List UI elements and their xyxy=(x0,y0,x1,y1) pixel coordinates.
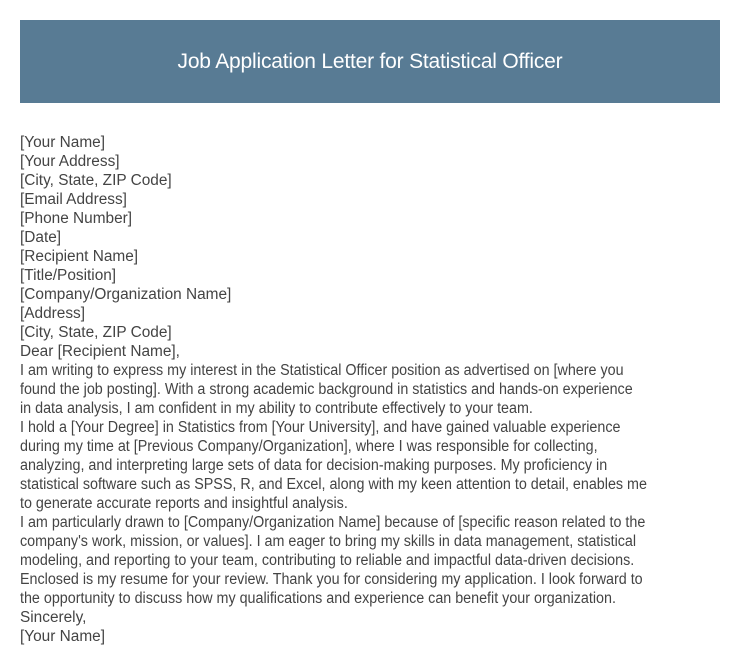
paragraph-experience xyxy=(20,418,730,513)
signature: [Your Name] xyxy=(20,628,105,645)
recipient-company: [Company/Organization Name] xyxy=(20,286,232,303)
paragraph-line: to generate accurate reports and insightful analysis. xyxy=(20,495,348,512)
paragraph-motivation xyxy=(20,513,730,570)
page-title: Job Application Letter for Statistical Officer xyxy=(177,49,563,73)
letter-body xyxy=(20,133,730,646)
paragraph-line: I am particularly drawn to [Company/Organization Name] because of [specific reason related to the xyxy=(20,514,646,531)
paragraph-line: the opportunity to discuss how my qualifications and experience can benefit your organization. xyxy=(20,590,616,607)
paragraph-line: I hold a [Your Degree] in Statistics from [Your University], and have gained valuable experience xyxy=(20,419,621,436)
paragraph-line: modeling, and reporting to your team, contributing to reliable and impactful data-driven decisions. xyxy=(20,552,635,569)
letter-title-banner xyxy=(20,20,720,103)
paragraph-line: company's work, mission, or values]. I am eager to bring my skills in data management, statistical xyxy=(20,533,637,550)
sender-email: [Email Address] xyxy=(20,191,127,208)
closing: Sincerely, xyxy=(20,609,87,626)
paragraph-intro xyxy=(20,361,730,418)
paragraph-line: Enclosed is my resume for your review. Thank you for considering my application. I look forward to xyxy=(20,571,643,588)
letter-date: [Date] xyxy=(20,229,62,246)
recipient-title: [Title/Position] xyxy=(20,267,117,284)
paragraph-line: analyzing, and interpreting large sets of data for decision-making purposes. My proficiency in xyxy=(20,457,608,474)
sender-address: [Your Address] xyxy=(20,153,120,170)
sender-city-state-zip: [City, State, ZIP Code] xyxy=(20,172,172,189)
recipient-city-state-zip: [City, State, ZIP Code] xyxy=(20,324,172,341)
recipient-address: [Address] xyxy=(20,305,86,322)
paragraph-line: statistical software such as SPSS, R, and Excel, along with my keen attention to detail, enables me xyxy=(20,476,647,493)
paragraph-closing xyxy=(20,570,730,608)
recipient-name: [Recipient Name] xyxy=(20,248,139,265)
paragraph-line: I am writing to express my interest in the Statistical Officer position as advertised on [where you xyxy=(20,362,624,379)
sender-phone: [Phone Number] xyxy=(20,210,133,227)
paragraph-line: during my time at [Previous Company/Organization], where I was responsible for collecting, xyxy=(20,438,598,455)
salutation: Dear [Recipient Name], xyxy=(20,343,180,360)
paragraph-line: found the job posting]. With a strong academic background in statistics and hands-on experience xyxy=(20,381,633,398)
paragraph-line: in data analysis, I am confident in my ability to contribute effectively to your team. xyxy=(20,400,533,417)
sender-name: [Your Name] xyxy=(20,134,105,151)
